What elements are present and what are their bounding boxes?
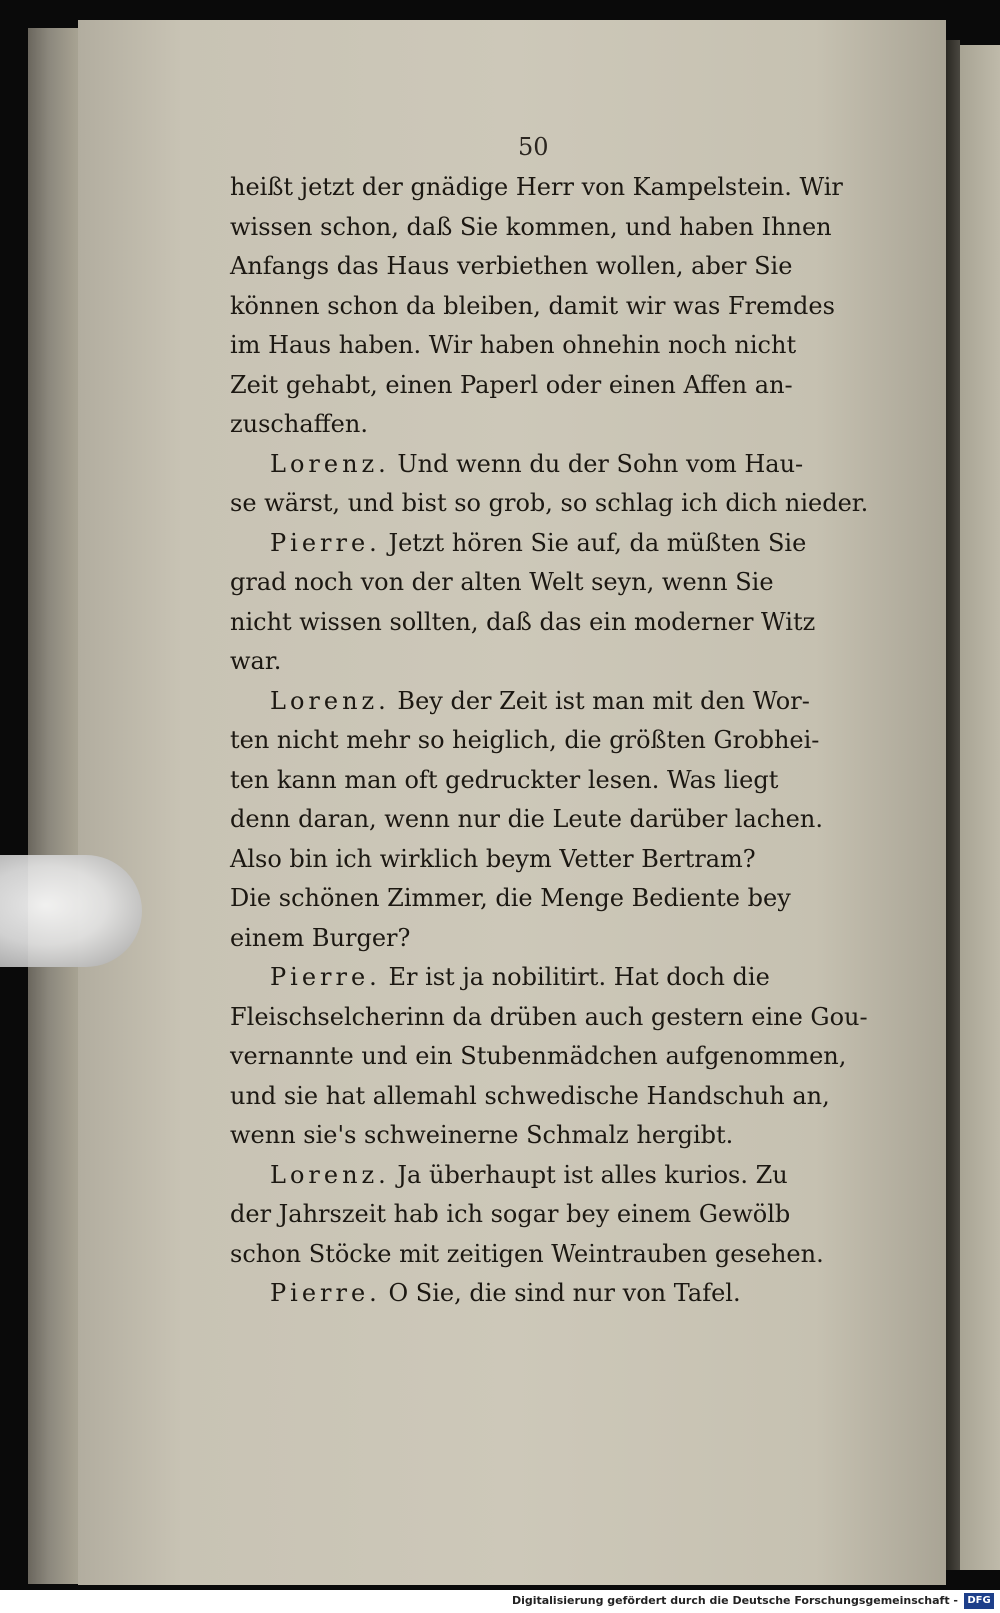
text-line [230,1235,870,1275]
text-line [230,326,870,366]
line-text: se wärst, und bist so grob, so schlag ich dich nieder. [230,489,869,517]
speaker-name: Lorenz. [270,686,390,715]
line-text: Bey der Zeit ist man mit den Wor- [389,686,810,715]
line-text: schon Stöcke mit zeitigen Weintrauben gesehen. [230,1239,824,1268]
text-line [230,484,870,524]
line-text: ten kann man oft gedruckter lesen. Was liegt [230,765,779,794]
text-line [230,721,870,761]
line-text: im Haus haben. Wir haben ohnehin noch nicht [230,331,797,359]
text-line [230,879,870,919]
speaker-name: Pierre. [270,1279,381,1307]
speaker-name: Lorenz. [270,1160,390,1189]
text-line [230,445,870,485]
footer-credit-text: Digitalisierung gefördert durch die Deutsche Forschungsgemeinschaft - [511,1594,958,1607]
text-line [230,1195,870,1235]
speaker-name: Lorenz. [270,449,390,478]
speaker-name: Pierre. [270,963,381,991]
line-text: Zeit gehabt, einen Paperl oder einen Affen an- [230,370,793,399]
line-text: denn daran, wenn nur die Leute darüber lachen. [230,805,823,833]
line-text: wenn sie's schweinerne Schmalz hergibt. [230,1121,734,1149]
text-line [230,168,870,208]
text-line [230,840,870,880]
text-line [230,405,870,445]
text-line [230,524,870,564]
book-gutter [946,40,960,1570]
text-line [230,761,870,801]
line-text: Er ist ja nobilitirt. Hat doch die [380,963,770,991]
footer-bar [0,1590,1000,1613]
line-text: Ja überhaupt ist alles kurios. Zu [389,1160,788,1189]
line-text: heißt jetzt der gnädige Herr von Kampelstein. Wir [230,173,843,201]
text-line [230,919,870,959]
thumb-holding-page [0,855,142,967]
text-line [230,682,870,722]
line-text: und sie hat allemahl schwedische Handschuh an, [230,1081,830,1110]
line-text: zuschaffen. [230,410,368,438]
line-text: Jetzt hören Sie auf, da müßten Sie [380,528,807,557]
facing-page-edge [960,45,1000,1570]
text-line [230,958,870,998]
line-text: wissen schon, daß Sie kommen, und haben Ihnen [230,212,832,241]
text-line [230,247,870,287]
line-text: war. [230,647,282,675]
text-line [230,642,870,682]
page-text-block [230,168,870,1314]
line-text: grad noch von der alten Welt seyn, wenn Sie [230,568,774,596]
text-line [230,1077,870,1117]
text-line [230,287,870,327]
line-text: vernannte und ein Stubenmädchen aufgenommen, [230,1042,847,1070]
line-text: einem Burger? [230,923,411,952]
text-line [230,603,870,643]
line-text: Und wenn du der Sohn vom Hau- [389,449,804,478]
line-text: nicht wissen sollten, daß das ein moderner Witz [230,607,816,636]
line-text: Die schönen Zimmer, die Menge Bediente bey [230,884,791,912]
line-text: Anfangs das Haus verbiethen wollen, aber Sie [230,252,793,280]
text-line [230,998,870,1038]
text-line [230,366,870,406]
text-line [230,208,870,248]
text-line [230,1116,870,1156]
line-text: Also bin ich wirklich beym Vetter Bertram? [230,844,756,873]
speaker-name: Pierre. [270,528,381,557]
text-line [230,563,870,603]
line-text: der Jahrszeit hab ich sogar bey einem Gewölb [230,1200,791,1228]
page-number: 50 [518,133,549,161]
text-line [230,1156,870,1196]
line-text: können schon da bleiben, damit wir was Fremdes [230,291,835,320]
line-text: ten nicht mehr so heiglich, die größten Grobhei- [230,726,820,754]
text-line [230,800,870,840]
line-text: O Sie, die sind nur von Tafel. [380,1279,741,1307]
dfg-logo: DFG [964,1593,994,1609]
text-line [230,1274,870,1314]
text-line [230,1037,870,1077]
line-text: Fleischselcherinn da drüben auch gestern eine Gou- [230,1002,868,1031]
